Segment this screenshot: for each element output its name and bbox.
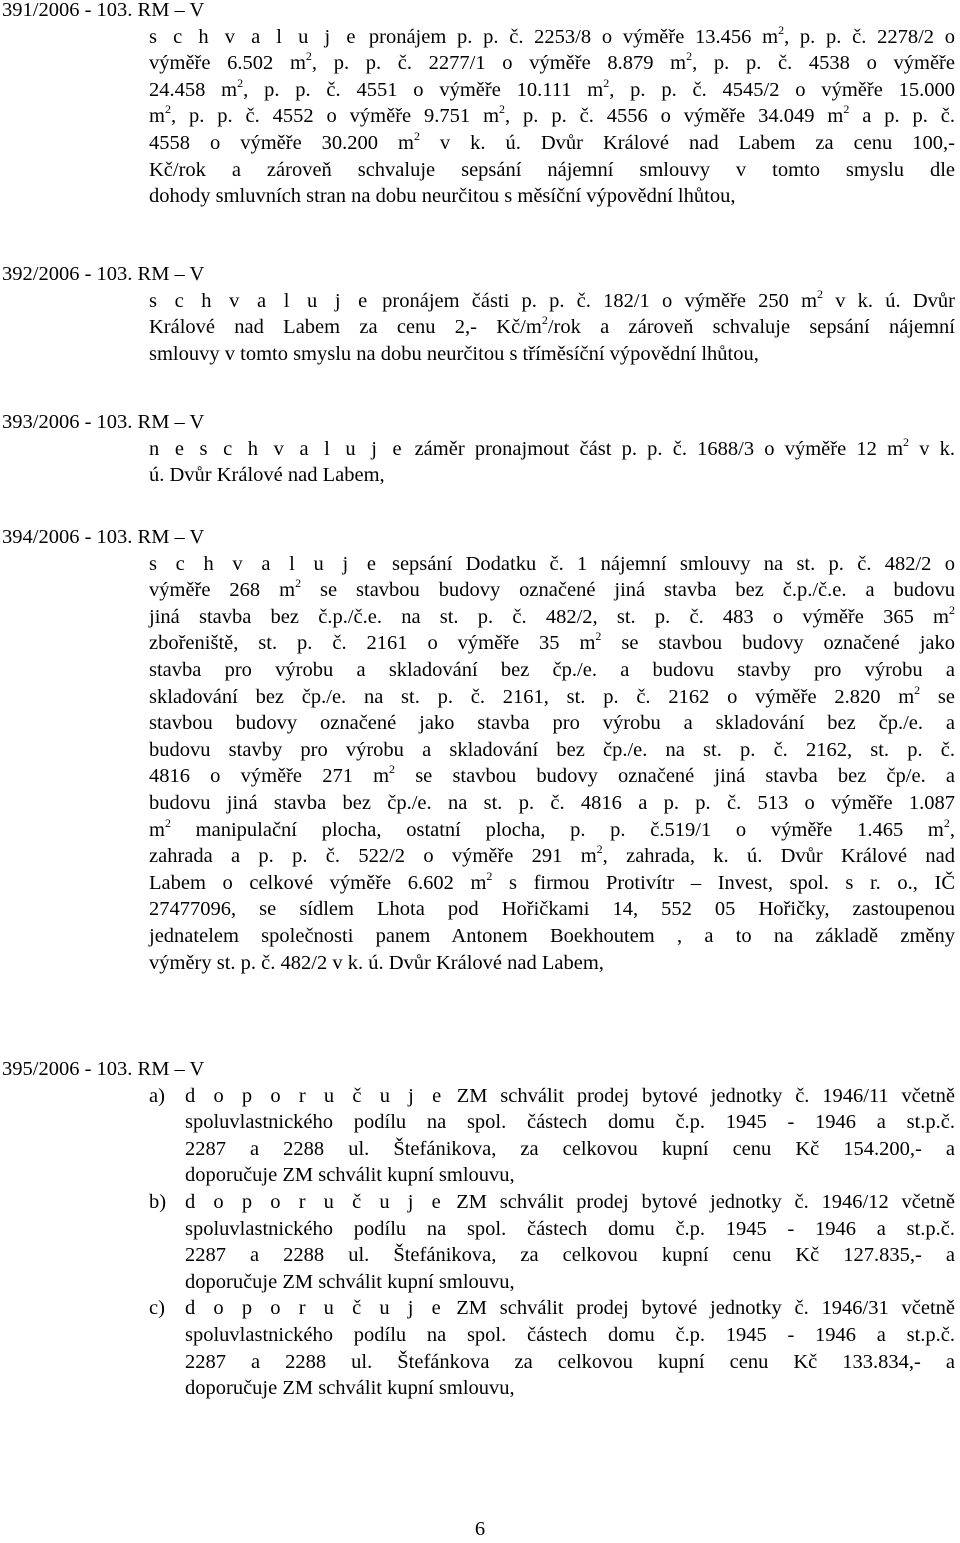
resolution-392 (0, 261, 960, 367)
resolution-text (149, 288, 955, 368)
resolution-391 (0, 0, 960, 210)
resolution-verb: s c h v a l u j e (149, 289, 370, 312)
text-line: Kč/rok a zároveň schvaluje sepsání nájemní smlouvy v tomto smyslu dle (149, 158, 955, 181)
resolution-verb: d o p o r u č u j e (185, 1190, 444, 1213)
text-line: ú. Dvůr Králové nad Labem, (149, 464, 385, 487)
text-line: Králové nad Labem za cenu 2,- $Kč/m^2$/rok a zároveň schvaluje sepsání nájemní (149, 313, 955, 339)
text-line: doporučuje ZM schválit kupní smlouvu, (185, 1377, 515, 1400)
resolution-395 (0, 1056, 960, 1402)
text-line: s c h v a l u j e sepsání Dodatku č. 1 nájemní smlouvy na st. p. č. 482/2 o (149, 552, 955, 575)
text-line: doporučuje ZM schválit kupní smlouvu, (185, 1270, 515, 1293)
resolution-number: 392/2006 - 103. RM – V (2, 263, 205, 285)
text-line: budovu jiná stavba bez čp./e. na st. p. č. 4816 a p. p. č. 513 o výměře 1.087 (149, 791, 955, 814)
text-line: 24.458 $m^2$, p. p. č. 4551 o výměře 10.111 $m^2$, p. p. č. 4545/2 o výměře 15.000 (149, 75, 956, 101)
subitem-label: a) (149, 1084, 165, 1107)
subitem-label: c) (149, 1297, 165, 1320)
text-line: s c h v a l u j e pronájem p. p. č. 2253/8 o výměře 13.456 $m^2$, p. p. č. 2278/2 o (149, 22, 956, 48)
text-line: d o p o r u č u j e ZM schválit prodej bytové jednotky č. 1946/31 včetně (185, 1297, 955, 1320)
resolution-number: 391/2006 - 103. RM – V (2, 0, 205, 21)
text-line: spoluvlastnického podílu na spol. částech domu č.p. 1945 - 1946 a st.p.č. (185, 1217, 955, 1240)
text-line: doporučuje ZM schválit kupní smlouvu, (185, 1164, 515, 1187)
text-line: 4816 o výměře 271 $m^2$ se stavbou budovy označené jiná stavba bez čp/e. a (149, 762, 955, 788)
text-line: d o p o r u č u j e ZM schválit prodej bytové jednotky č. 1946/11 včetně (185, 1084, 955, 1107)
page-number: 6 (474, 1518, 486, 1540)
text-line: 2287 a 2288 ul. Štefánkova za celkovou kupní cenu Kč 133.834,- a (185, 1350, 955, 1373)
text-line: 2287 a 2288 ul. Štefánikova, za celkovou kupní cenu Kč 154.200,- a (185, 1137, 955, 1160)
text-line: stavbou budovy označené jako stavba pro výrobu a skladování bez čp./e. a (149, 712, 955, 735)
text-line: skladování bez čp./e. na st. p. č. 2161, st. p. č. 2162 o výměře 2.820 $m^2$ se (149, 682, 956, 708)
text-line: d o p o r u č u j e ZM schválit prodej bytové jednotky č. 1946/12 včetně (185, 1190, 955, 1213)
resolution-verb: s c h v a l u j e (149, 552, 379, 575)
resolution-text (149, 551, 955, 977)
text-line: jednatelem společnosti panem Antonem Boekhoutem , a to na základě změny (149, 924, 955, 947)
text-line: spoluvlastnického podílu na spol. částech domu č.p. 1945 - 1946 a st.p.č. (185, 1323, 955, 1346)
resolution-subitem-b (149, 1189, 955, 1295)
resolution-number: 394/2006 - 103. RM – V (2, 526, 205, 548)
resolution-verb: s c h v a l u j e (149, 25, 359, 48)
text-line: smlouvy v tomto smyslu na dobu neurčitou s tříměsíční výpovědní lhůtou, (149, 342, 759, 365)
text-line: výměře 268 $m^2$ se stavbou budovy označené jiná stavba bez č.p./č.e. a budovu (149, 576, 955, 602)
text-line: výměry st. p. č. 482/2 v k. ú. Dvůr Králové nad Labem, (149, 951, 604, 974)
resolution-verb: d o p o r u č u j e (185, 1297, 444, 1320)
text-line: jiná stavba bez č.p./č.e. na st. p. č. 482/2, st. p. č. 483 o výměře 365 $m^2$ (149, 602, 955, 628)
text-line: 4558 o výměře 30.200 $m^2$ v k. ú. Dvůr Králové nad Labem za cenu 100,- (149, 128, 955, 154)
text-line: výměře 6.502 $m^2$, p. p. č. 2277/1 o výměře 8.879 $m^2$, p. p. č. 4538 o výměře (149, 49, 955, 75)
resolution-subitem-c (149, 1295, 955, 1401)
resolution-verb: d o p o r u č u j e (185, 1084, 444, 1107)
resolution-text (149, 24, 955, 210)
text-line: Labem o celkové výměře 6.602 $m^2$ s firmou Protivítr – Invest, spol. s r. o., IČ (149, 868, 955, 894)
resolution-subitem-a (149, 1083, 955, 1189)
text-line: $m^2$ manipulační plocha, ostatní plocha, p. p. č.519/1 o výměře 1.465 $m^2$, (149, 815, 955, 841)
text-line: dohody smluvních stran na dobu neurčitou s měsíční výpovědní lhůtou, (149, 185, 736, 208)
text-line: stavba pro výrobu a skladování bez čp./e. a budovu stavby pro výrobu a (149, 658, 955, 681)
text-line: zbořeniště, st. p. č. 2161 o výměře 35 $m^2$ se stavbou budovy označené jako (149, 629, 955, 655)
text-line: spoluvlastnického podílu na spol. částech domu č.p. 1945 - 1946 a st.p.č. (185, 1111, 955, 1134)
text-line: 27477096, se sídlem Lhota pod Hořičkami 14, 552 05 Hořičky, zastoupenou (149, 898, 955, 921)
resolution-verb: n e s c h v a l u j e (149, 437, 405, 460)
text-line: s c h v a l u j e pronájem části p. p. č. 182/1 o výměře 250 $m^2$ v k. ú. Dvůr (149, 286, 955, 312)
resolution-394 (0, 524, 960, 976)
resolution-number: 395/2006 - 103. RM – V (2, 1058, 205, 1080)
text-line: 2287 a 2288 ul. Štefánikova, za celkovou kupní cenu Kč 127.835,- a (185, 1244, 955, 1267)
text-line: budovu stavby pro výrobu a skladování bez čp./e. na st. p. č. 2162, st. p. č. (149, 738, 955, 761)
text-line: $m^2$, p. p. č. 4552 o výměře 9.751 $m^2$, p. p. č. 4556 o výměře 34.049 $m^2$ a p. p. č. (149, 102, 956, 128)
resolution-number: 393/2006 - 103. RM – V (2, 411, 205, 433)
text-line: zahrada a p. p. č. 522/2 o výměře 291 $m^2$, zahrada, k. ú. Dvůr Králové nad (149, 842, 955, 868)
resolution-393 (0, 409, 960, 489)
text-line: n e s c h v a l u j e záměr pronajmout část p. p. č. 1688/3 o výměře 12 $m^2$ v k. (149, 434, 956, 460)
subitem-label: b) (149, 1190, 167, 1213)
resolution-text (149, 436, 955, 489)
